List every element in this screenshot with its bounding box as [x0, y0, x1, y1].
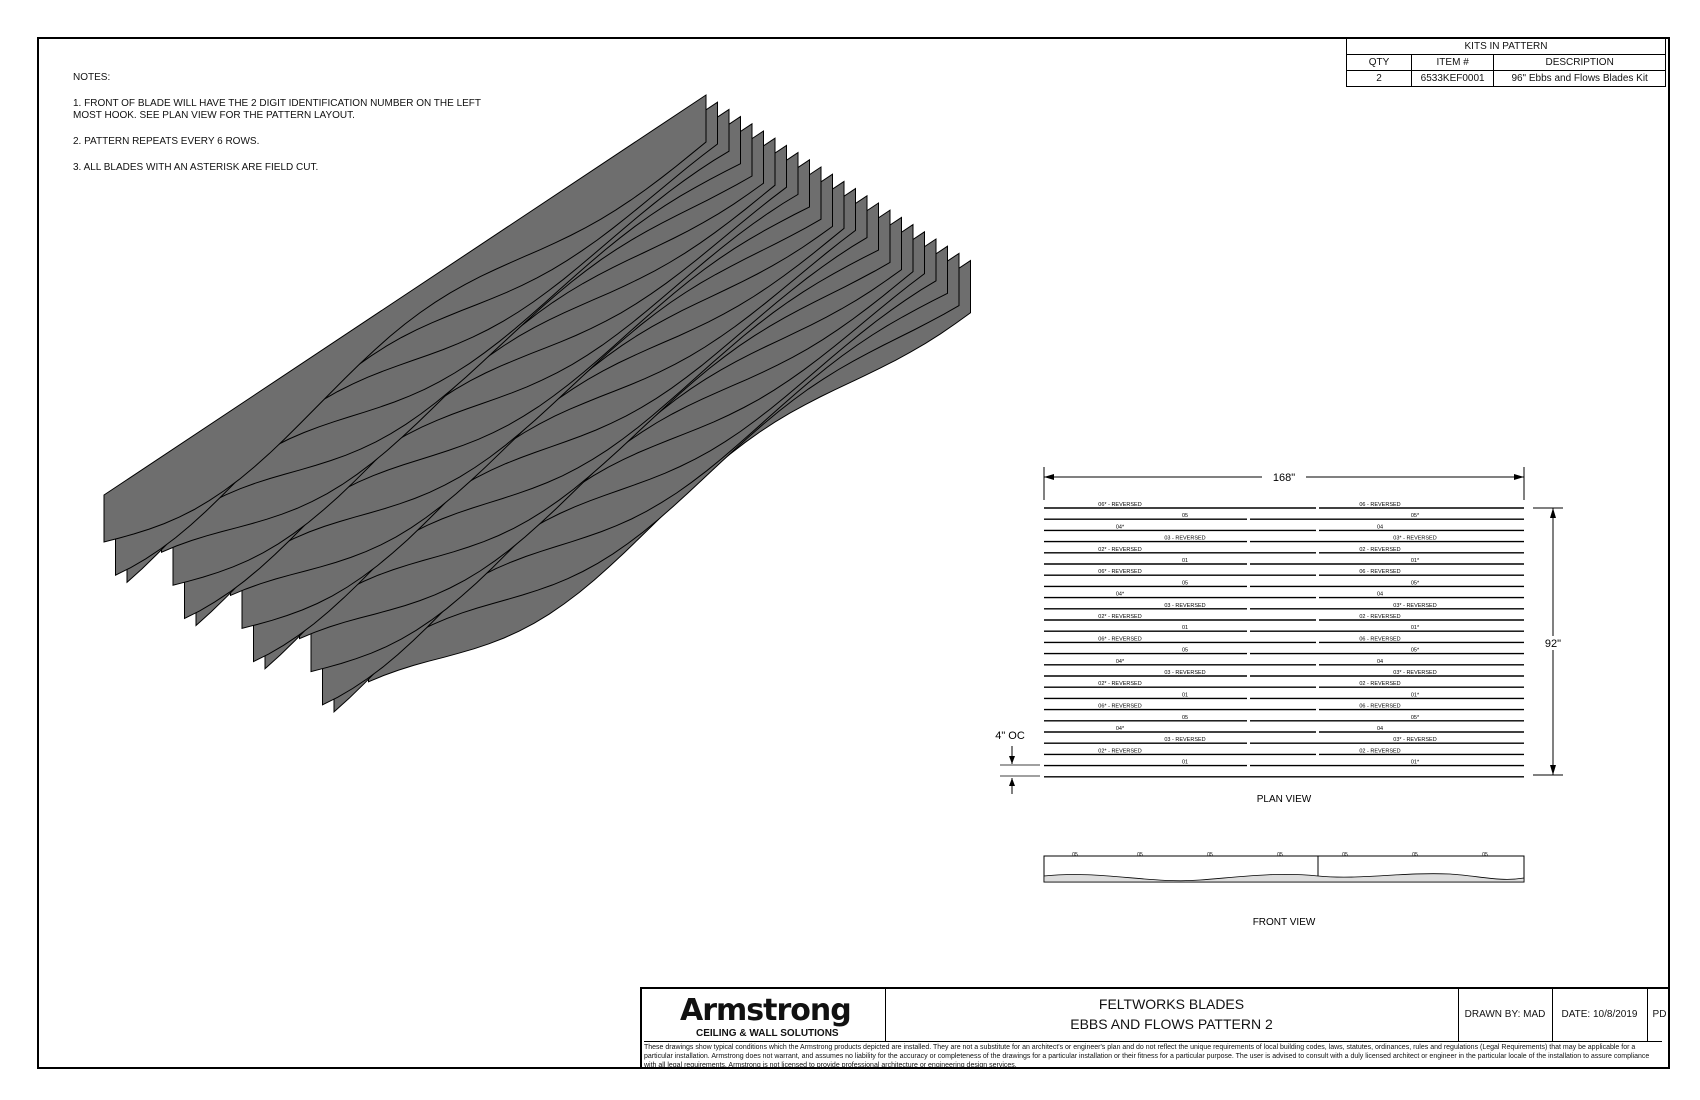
plan-blade-label-right: 04 — [1376, 524, 1384, 531]
plan-blade-label-left: 02* - REVERSED — [1098, 546, 1142, 553]
plan-blade-label-right: 05* — [1410, 513, 1420, 520]
plan-height-label: 92" — [1544, 638, 1562, 650]
plan-blade-label-left: 06* - REVERSED — [1098, 502, 1142, 508]
plan-blade-label-right: 02 - REVERSED — [1359, 681, 1401, 688]
disclaimer-text: These drawings show typical conditions which the Armstrong products depicted are installed. They are not a substitute for an architect's or engineer's plan and do not reflect the unique requirements of local building codes, laws, statutes, ordinances, rules and regulations (Legal Requirements) that may be applicable for a particular installation. Armstrong does not warrant, and assumes no liability for the accuracy or completeness of the drawings for a particular installation or their fitness for a particular purpose. The user is advised to consult with a duly licensed architect or engineer in the particular locale of the installation to assure compliance with all legal requirements. Armstrong is not licensed to provide professional architecture or engineering design services. — [644, 1041, 1662, 1070]
kits-cell-description: 96" Ebbs and Flows Blades Kit — [1494, 71, 1666, 87]
plan-blade-label-left: 04* — [1115, 591, 1125, 598]
plan-blade-label-left: 05 — [1181, 513, 1189, 520]
plan-blade-label-right: 05* — [1410, 647, 1420, 654]
kits-header-qty: QTY — [1347, 55, 1412, 71]
plan-blade-label-left: 05 — [1181, 714, 1189, 721]
plan-blade-label-right: 06 - REVERSED — [1359, 569, 1401, 576]
plan-blade-label-right: 05* — [1410, 580, 1420, 587]
kits-cell-qty: 2 — [1347, 71, 1412, 87]
kits-cell-item: 6533KEF0001 — [1412, 71, 1494, 87]
title-line-2: EBBS AND FLOWS PATTERN 2 — [1070, 1016, 1273, 1032]
plan-blade-label-right: 04 — [1376, 591, 1384, 598]
plan-view-label: PLAN VIEW — [1256, 794, 1312, 805]
plan-blade-label-left: 05 — [1181, 580, 1189, 587]
plan-blade-label-right: 06 - REVERSED — [1359, 502, 1401, 508]
logo-tagline: CEILING & WALL SOLUTIONS — [696, 1028, 839, 1039]
plan-blade-label-left: 01 — [1181, 625, 1189, 632]
plan-blade-label-left: 03 - REVERSED — [1164, 670, 1206, 676]
plan-blade-label-right: 03* - REVERSED — [1393, 535, 1437, 542]
title-line-1: FELTWORKS BLADES — [1098, 996, 1245, 1012]
plan-blade-label-left: 03 - REVERSED — [1164, 535, 1206, 542]
plan-blade-label-left: 01 — [1181, 558, 1189, 564]
plan-width-label: 168" — [1272, 472, 1296, 484]
drawn-by: DRAWN BY: MAD — [1458, 989, 1553, 1041]
plan-blade-label-left: 02* - REVERSED — [1098, 614, 1142, 620]
plan-blade-label-left: 03 - REVERSED — [1164, 602, 1206, 609]
plan-blade-label-right: 06 - REVERSED — [1359, 636, 1401, 643]
plan-blade-label-right: 03* - REVERSED — [1393, 602, 1437, 609]
armstrong-logo: Armstrong — [680, 993, 851, 1028]
front-view-hook-label: 05 — [1342, 852, 1348, 858]
kits-header-description: DESCRIPTION — [1494, 55, 1666, 71]
plan-blade-label-right: 05* — [1410, 714, 1420, 721]
plan-blade-label-right: 02 - REVERSED — [1359, 748, 1401, 755]
note-1: 1. FRONT OF BLADE WILL HAVE THE 2 DIGIT IDENTIFICATION NUMBER ON THE LEFT MOST HOOK. SEE PLAN VIEW FOR THE PATTERN LAYOUT. — [73, 98, 481, 121]
front-view-hook-label: 05 — [1412, 852, 1418, 858]
plan-blade-label-left: 06* - REVERSED — [1098, 636, 1142, 643]
notes-heading: NOTES: — [73, 72, 111, 83]
plan-blade-label-left: 01 — [1181, 759, 1189, 766]
kits-header-item: ITEM # — [1412, 55, 1494, 71]
front-view-hook-label: 05 — [1072, 852, 1078, 858]
note-3: 3. ALL BLADES WITH AN ASTERISK ARE FIELD CUT. — [73, 162, 319, 173]
plan-blade-label-right: 04 — [1376, 726, 1384, 732]
front-view-wave — [1044, 874, 1524, 882]
plan-blade-label-left: 06* - REVERSED — [1098, 703, 1142, 710]
plan-blade-label-left: 05 — [1181, 647, 1189, 654]
kits-table-title: KITS IN PATTERN — [1347, 39, 1666, 55]
front-view-hook-label: 05 — [1482, 852, 1488, 858]
plan-spacing-label: 4" OC — [995, 730, 1025, 742]
logo-cell — [642, 989, 886, 1041]
pd-code: PD — [1652, 1009, 1667, 1020]
drawing-date: DATE: 10/8/2019 — [1552, 989, 1648, 1041]
plan-blade-label-right: 01* — [1410, 692, 1420, 699]
title-block — [640, 987, 1670, 1069]
plan-blade-label-left: 02* - REVERSED — [1098, 748, 1142, 755]
plan-blade-label-right: 01* — [1410, 759, 1420, 766]
plan-blade-label-left: 04* — [1115, 524, 1125, 531]
front-view-hook-label: 05 — [1277, 852, 1283, 858]
plan-blade-label-right: 03* - REVERSED — [1393, 737, 1437, 744]
plan-blade-label-left: 04* — [1115, 726, 1125, 732]
front-view-hook-label: 05 — [1137, 852, 1143, 858]
plan-blade-label-left: 01 — [1181, 692, 1189, 699]
drawing-title — [885, 989, 1459, 1041]
plan-blade-label-right: 02 - REVERSED — [1359, 614, 1401, 620]
plan-blade-label-left: 02* - REVERSED — [1098, 681, 1142, 688]
front-view-hooks — [1072, 852, 1488, 858]
plan-blade-label-right: 01* — [1410, 625, 1420, 632]
plan-blade-label-right: 03* - REVERSED — [1393, 670, 1437, 676]
plan-blade-label-right: 04 — [1376, 658, 1384, 665]
front-view-label: FRONT VIEW — [1252, 917, 1316, 928]
plan-blade-label-right: 06 - REVERSED — [1359, 703, 1401, 710]
note-2: 2. PATTERN REPEATS EVERY 6 ROWS. — [73, 136, 260, 147]
front-view-hook-label: 05 — [1207, 852, 1213, 858]
plan-blade-label-left: 04* — [1115, 658, 1125, 665]
plan-blade-label-right: 02 - REVERSED — [1359, 546, 1401, 553]
plan-blade-label-left: 06* - REVERSED — [1098, 569, 1142, 576]
plan-blade-label-left: 03 - REVERSED — [1164, 737, 1206, 744]
plan-blade-label-right: 01* — [1410, 558, 1420, 564]
